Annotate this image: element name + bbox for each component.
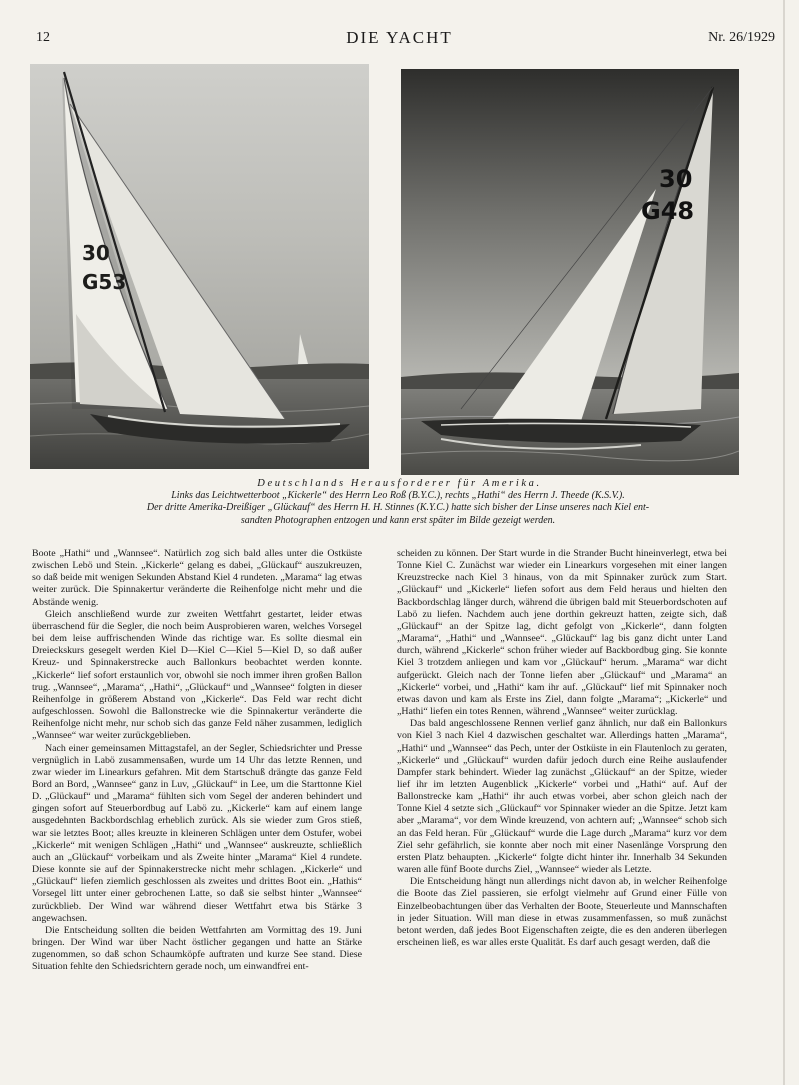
sailboat-photo-left bbox=[30, 64, 369, 469]
caption-title: Deutschlands Herausforderer für Amerika. bbox=[257, 478, 542, 489]
sail-number-id: G53 bbox=[82, 270, 127, 294]
magazine-title: DIE YACHT bbox=[346, 28, 453, 47]
photo-kickerle bbox=[30, 64, 369, 469]
article-column-right bbox=[397, 548, 727, 949]
paragraph: Die Entscheidung sollten die beiden Wettfahrten am Vormittag des 19. Juni bringen. Der Wind war über Nacht östlicher gegangen und hatte an Stärke zugenommen, so daß schon Schaumköpfe auftraten und kurze See stand. Diese Situation fehlte den Schiedsrichtern gerade noch, um einwandfrei ent- bbox=[32, 924, 362, 973]
issue-number: Nr. 26/1929 bbox=[708, 30, 775, 45]
sail-number-id: G48 bbox=[641, 197, 695, 225]
caption-line: sandten Photographen entzogen und kann erst später im Bilde gezeigt werden. bbox=[240, 514, 556, 526]
photo-caption bbox=[38, 490, 758, 527]
paragraph: Die Entscheidung hängt nun allerdings nicht davon ab, in welcher Reihenfolge die Boote das Ziel passieren, sie erfolgt vielmehr auf Grund einer Fülle von Einzelbeobachtungen über das Verhalten der Boote, Steuerleute und Mannschaften in jeder Situation. Will man diese in etwas zusammenfassen, so muß zunächst betont werden, daß jedes Boot Eigenschaften zeigte, die es den anderen überlegen erscheinen ließ, es war alles erste Qualität. Es darf auch gesagt werden, daß die bbox=[397, 876, 727, 948]
photo-hathi bbox=[401, 69, 739, 475]
article-column-left bbox=[32, 548, 362, 973]
sailboat-photo-right bbox=[401, 69, 739, 475]
paragraph: Nach einer gemeinsamen Mittagstafel, an der Segler, Schiedsrichter und Presse vergnüglich in Labö zusammensaßen, wurde um 14 Uhr das letzte Rennen, und zwar wieder im Linearkurs gefahren. Mit dem Startschuß drängte das ganze Feld Bord an Bord, „Wannsee“ ganz in Luv, „Glückauf“ in Lee, um die Starttonne Kiel D. „Glückauf“ und „Marama“ fühlten sich vom Segel der anderen behindert und gingen sofort auf Steuerbordbug auf Labö zu. „Kickerle“ kam auf einem lange ausgedehnten Backbordschlag erheblich zurück. Als sie wieder zum Gros stieß, war sie letztes Boot; alles kreuzte in kleineren Schlägen unter dem Ostufer, wobei „Kickerle“ mit wenigen Schlägen „Hathi“ und „Wannsee“ auskreuzte, schließlich auch an „Glückauf“ vorbeikam und als Zweite hinter „Marama“ Kiel 4 rundete. Diese konnte sie auf der Spinnakerstrecke nicht mehr schlagen. „Kickerle“ und „Glückauf“ liefen ziemlich geschlossen als zweites und drittes Boot ein. „Hathis“ Vorsegel litt unter einer gebrochenen Latte, so daß sie selbst hinter „Wannsee“ zurückblieb. Der Wind war während dieser Wettfahrt etwa bis Stärke 3 angewachsen. bbox=[32, 742, 362, 924]
sail-number-class: 30 bbox=[659, 165, 693, 193]
caption-line: Links das Leichtwetterboot „Kickerle“ des Herrn Leo Roß (B.Y.C.), rechts „Hathi“ des Herrn J. Theede (K.S.V.). bbox=[171, 490, 625, 501]
page-number: 12 bbox=[36, 30, 50, 45]
paragraph: scheiden zu können. Der Start wurde in die Strander Bucht hineinverlegt, etwa bei Tonne Kiel C. Zunächst war wieder ein Linearkurs vorgesehen mit einer langen Kreuzstrecke nach Kiel 3 hinaus, von da mit Spinnaker zurück zum Start. „Glückauf“ und „Kickerle“ liefen sofort aus dem Feld heraus und hielten den Backbordschlag länger durch, während die übrigen bald mit Steuerbordschoten auf Labö zu liefen. Nachdem auch jene dorthin gekreuzt hatten, zeigte sich, daß „Glückauf“ an der Spitze lag, dicht gefolgt von „Kickerle“, dann folgten „Marama“, „Hathi“ und „Wannsee“. „Glückauf“ lag bis ganz dicht unter Land durch, während „Kickerle“ schon früher wieder auf Backbordbug ging. Sie konnte Kiel 3 trotzdem anliegen und kam vor „Glückauf“ herum. „Marama“ war dicht aufgerückt. Gleich nach der Tonne liefen aber „Glückauf“ und „Marama“ an „Kickerle“ vorbei, und „Hathi“ kam ihr auf. „Glückauf“ lief mit Spinnaker noch etwas davon und kam als Erste ins Ziel, dann folgte „Marama“; „Kickerle“ und „Hathi“ liefen ein totes Rennen, während „Wannsee“ weiter zurücklag. bbox=[397, 548, 727, 718]
page-edge bbox=[783, 0, 785, 1085]
caption-line: Der dritte Amerika-Dreißiger „Glückauf“ des Herrn H. H. Stinnes (K.Y.C.) hatte sich bisher der Linse unseres nach Kiel ent- bbox=[146, 502, 650, 514]
paragraph: Das bald angeschlossene Rennen verlief ganz ähnlich, nur daß ein Ballonkurs von Kiel 3 nach Kiel 4 dazwischen geschaltet war. Allerdings hatten „Marama“, „Hathi“ und „Wannsee“ das Pech, unter der Ostküste in ein Flautenloch zu geraten, „Kickerle“ und „Glückauf“ wurden dafür jedoch durch eine Reihe auslaufender Dampfer stark behindert. Wieder lag zunächst „Glückauf“ an der Spitze, wieder lief ihr im letzten Augenblick „Kickerle“ vorbei und „Hathi“ auf. Auf der Ballonstrecke kam „Hathi“ ihr auch etwas vorbei, aber schon gleich nach der Tonne Kiel 4 setzte sich „Glückauf“ vor Spinnaker wieder an die Spitze. Jetzt kam aber „Marama“, vor dem Winde kreuzend, von achtern auf; „Wannsee“ schob sich an das Feld heran. Für „Glückauf“ wurde die Lage durch „Marama“ kurz vor dem Ziel sehr gefährlich, sie konnte aber noch mit einer Nasenlänge Vorsprung den ersten Platz behaupten. „Kickerle“ folgte dicht hinter ihr. Innerhalb 34 Sekunden waren alle fünf Boote durchs Ziel, „Wannsee“ wieder als Letzte. bbox=[397, 718, 727, 876]
page-header bbox=[0, 28, 799, 52]
paragraph: Boote „Hathi“ und „Wannsee“. Natürlich zog sich bald alles unter die Ostküste zwischen Lebö und Stein. „Kickerle“ gelang es dabei, „Glückauf“ auszukreuzen, so daß beide mit wenigen Sekunden Abstand Kiel 4 rundeten. „Marama“ lag etwas weiter zurück. Die Spinnakertur veränderte die Reihenfolge nicht mehr und die Abstände wenig. bbox=[32, 548, 362, 608]
paragraph: Gleich anschließend wurde zur zweiten Wettfahrt gestartet, leider etwas überraschend für die Segler, die noch beim Ausprobieren waren, welches Vorsegel bei dem leise auffrischenden Winde das richtige war. Es sollte diesmal ein Dreieckskurs gesegelt werden Kiel D—Kiel C—Kiel 5—Kiel D, so daß außer Kreuz- und Spinnakerstrecke auch Ballonkurs beobachtet werden konnte. „Kickerle“ lief sofort erstaunlich vor, obwohl sie noch immer ihren großen Ballon trug. „Wannsee“, „Marama“, „Hathi“, „Glückauf“ und „Wannsee“ folgten in dieser Reihenfolge in größerem Abstand von „Kickerle“. Das Feld war recht dicht aufgeschlossen. Sowohl die Ballonstrecke wie die Spinnakertur veränderte die Reihenfolge nicht mehr, nur schob sich das ganze Feld näher zusammen, lediglich „Wannsee“ war weiter zurückgeblieben. bbox=[32, 608, 362, 742]
sail-number-class: 30 bbox=[82, 241, 110, 265]
